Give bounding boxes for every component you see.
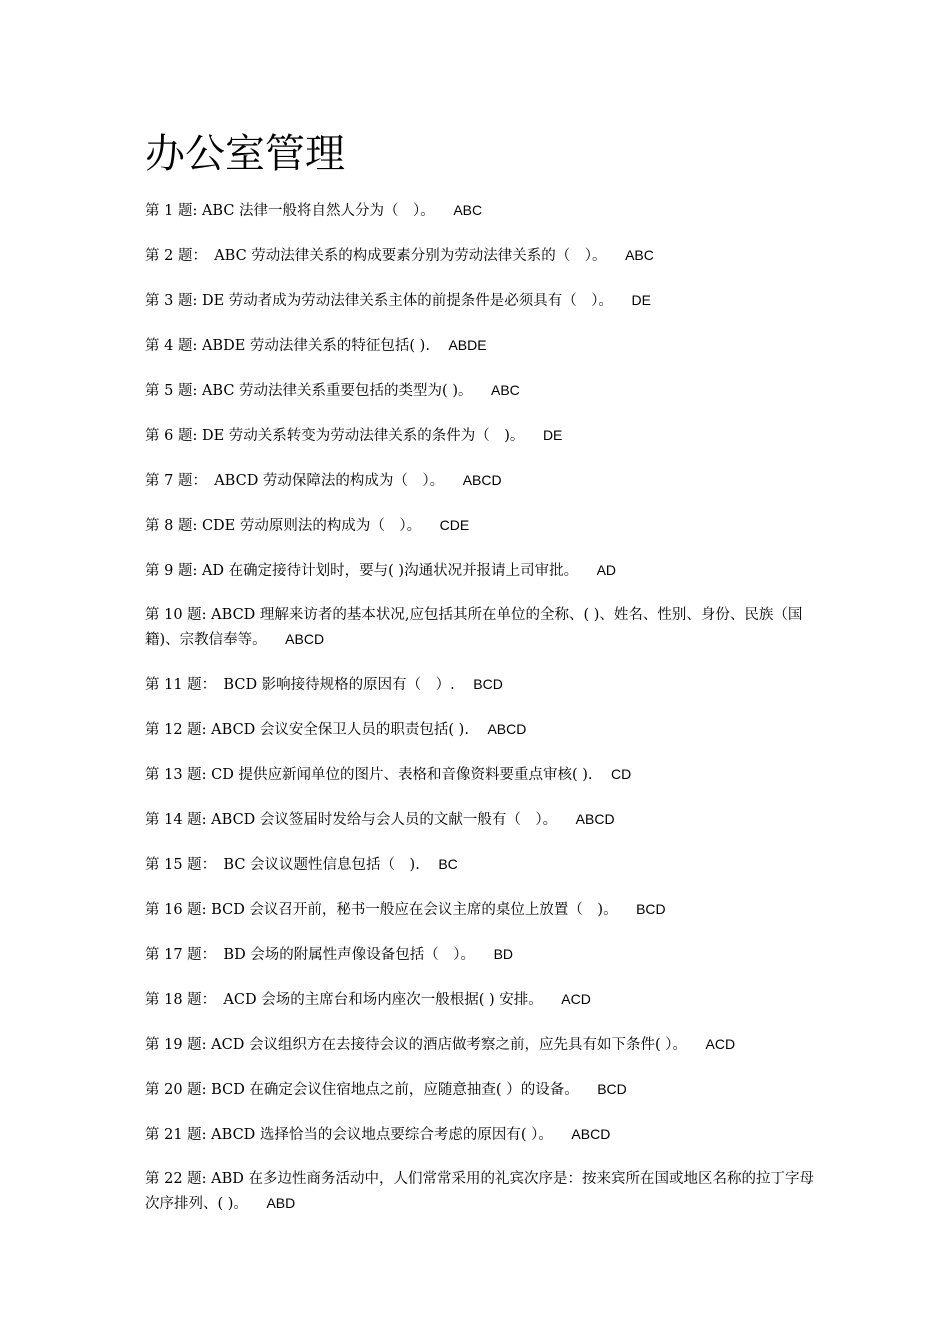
question-text: ABCD 理解来访者的基本状况,应包括其所在单位的全称、( )、姓名、性别、身份、民族（国籍)、宗教信奉等。	[145, 607, 803, 648]
question-number: 第 11 题：	[145, 677, 209, 693]
question-item	[145, 513, 825, 538]
question-answer: ACD	[561, 991, 591, 1007]
question-answer: ABC	[490, 382, 520, 398]
question-text: ACD 会场的主席台和场内座次一般根据( ) 安排。	[208, 992, 543, 1008]
question-item	[145, 1032, 825, 1057]
question-answer: ABD	[266, 1195, 296, 1211]
question-number: 第 4 题:	[145, 338, 198, 354]
question-answer: ABCD	[575, 811, 615, 827]
question-number: 第 1 题:	[145, 203, 198, 219]
question-text: CD 提供应新闻单位的图片、表格和音像资料要重点审核( ).	[206, 767, 593, 783]
question-item	[145, 603, 825, 652]
question-item	[145, 378, 825, 403]
question-number: 第 7 题：	[145, 473, 200, 489]
question-text: BD 会场的附属性声像设备包括（ ）。	[208, 947, 476, 963]
question-answer: ABCD	[487, 721, 527, 737]
question-text: ABCD 会议安全保卫人员的职责包括( ).	[206, 722, 469, 738]
question-text: BCD 在确定会议住宿地点之前，应随意抽查( ）的设备。	[206, 1082, 579, 1098]
question-answer: BCD	[636, 901, 666, 917]
question-text: ABD 在多边性商务活动中，人们常常采用的礼宾次序是：按来宾所在国或地区名称的拉丁字母次序排列、( )。	[145, 1171, 815, 1212]
question-text: BCD 会议召开前，秘书一般应在会议主席的桌位上放置（ )。	[206, 902, 618, 918]
question-number: 第 13 题:	[145, 767, 207, 783]
question-answer: ABCD	[462, 472, 502, 488]
question-answer: CDE	[439, 517, 470, 533]
question-text: BC 会议议题性信息包括（ ).	[208, 857, 420, 873]
question-answer: BD	[493, 946, 514, 962]
question-item	[145, 852, 825, 877]
question-answer: DE	[542, 427, 563, 443]
question-text: ABC 劳动法律关系重要包括的类型为( )。	[197, 383, 473, 399]
question-number: 第 8 题:	[145, 518, 198, 534]
question-number: 第 15 题：	[145, 857, 209, 873]
question-item	[145, 243, 825, 268]
question-item	[145, 1077, 825, 1102]
question-text: ACD 会议组织方在去接待会议的酒店做考察之前，应先具有如下条件( ）。	[206, 1037, 687, 1053]
question-number: 第 2 题：	[145, 248, 200, 264]
question-text: DE 劳动者成为劳动法律关系主体的前提条件是必须具有（ ）。	[197, 293, 614, 309]
question-item	[145, 807, 825, 832]
question-item	[145, 717, 825, 742]
question-answer: CD	[611, 766, 632, 782]
question-item	[145, 423, 825, 448]
question-item	[145, 288, 825, 313]
question-text: DE 劳动关系转变为劳动法律关系的条件为（ )。	[197, 428, 525, 444]
question-number: 第 17 题：	[145, 947, 209, 963]
question-item	[145, 333, 825, 358]
question-text: ABCD 劳动保障法的构成为（ ）。	[199, 473, 445, 489]
question-answer: DE	[631, 292, 651, 308]
question-number: 第 3 题:	[145, 293, 198, 309]
question-answer: ABC	[625, 247, 654, 263]
question-item	[145, 672, 825, 697]
question-item	[145, 942, 825, 967]
question-answer: AD	[596, 562, 617, 578]
page-title: 办公室管理	[145, 131, 345, 177]
question-number: 第 12 题:	[145, 722, 207, 738]
question-number: 第 10 题:	[145, 607, 207, 623]
question-number: 第 20 题:	[145, 1082, 207, 1098]
question-answer: ABC	[453, 202, 483, 218]
question-number: 第 5 题:	[145, 383, 198, 399]
question-answer: ABCD	[285, 631, 325, 647]
question-text: AD 在确定接待计划时，要与( )沟通状况并报请上司审批。	[197, 563, 579, 579]
question-item	[145, 558, 825, 583]
question-text: ABCD 选择恰当的会议地点要综合考虑的原因有( ）。	[206, 1127, 553, 1143]
question-number: 第 18 题：	[145, 992, 209, 1008]
question-number: 第 6 题:	[145, 428, 198, 444]
question-answer: BC	[438, 856, 458, 872]
question-answer: BCD	[597, 1081, 627, 1097]
question-number: 第 21 题:	[145, 1127, 207, 1143]
question-text: ABC 法律一般将自然人分为（ ）。	[197, 203, 435, 219]
question-item	[145, 987, 825, 1012]
question-answer: BCD	[473, 676, 503, 692]
question-item	[145, 468, 825, 493]
question-answer: ACD	[705, 1036, 736, 1052]
question-item	[145, 198, 825, 223]
question-list	[145, 198, 825, 1236]
question-text: BCD 影响接待规格的原因有（ ）.	[208, 677, 455, 693]
question-item	[145, 1167, 825, 1216]
question-text: ABCD 会议签届时发给与会人员的文献一般有（ ）。	[206, 812, 558, 828]
question-text: ABC 劳动法律关系的构成要素分别为劳动法律关系的（ ）。	[199, 248, 607, 264]
question-number: 第 16 题:	[145, 902, 207, 918]
question-item	[145, 1122, 825, 1147]
question-number: 第 19 题:	[145, 1037, 207, 1053]
question-number: 第 22 题:	[145, 1171, 207, 1187]
question-number: 第 9 题:	[145, 563, 198, 579]
question-text: CDE 劳动原则法的构成为（ ）。	[197, 518, 422, 534]
question-answer: ABDE	[448, 337, 487, 353]
question-item	[145, 897, 825, 922]
question-answer: ABCD	[571, 1126, 611, 1142]
question-text: ABDE 劳动法律关系的特征包括( ).	[197, 338, 430, 354]
question-item	[145, 762, 825, 787]
question-number: 第 14 题:	[145, 812, 207, 828]
